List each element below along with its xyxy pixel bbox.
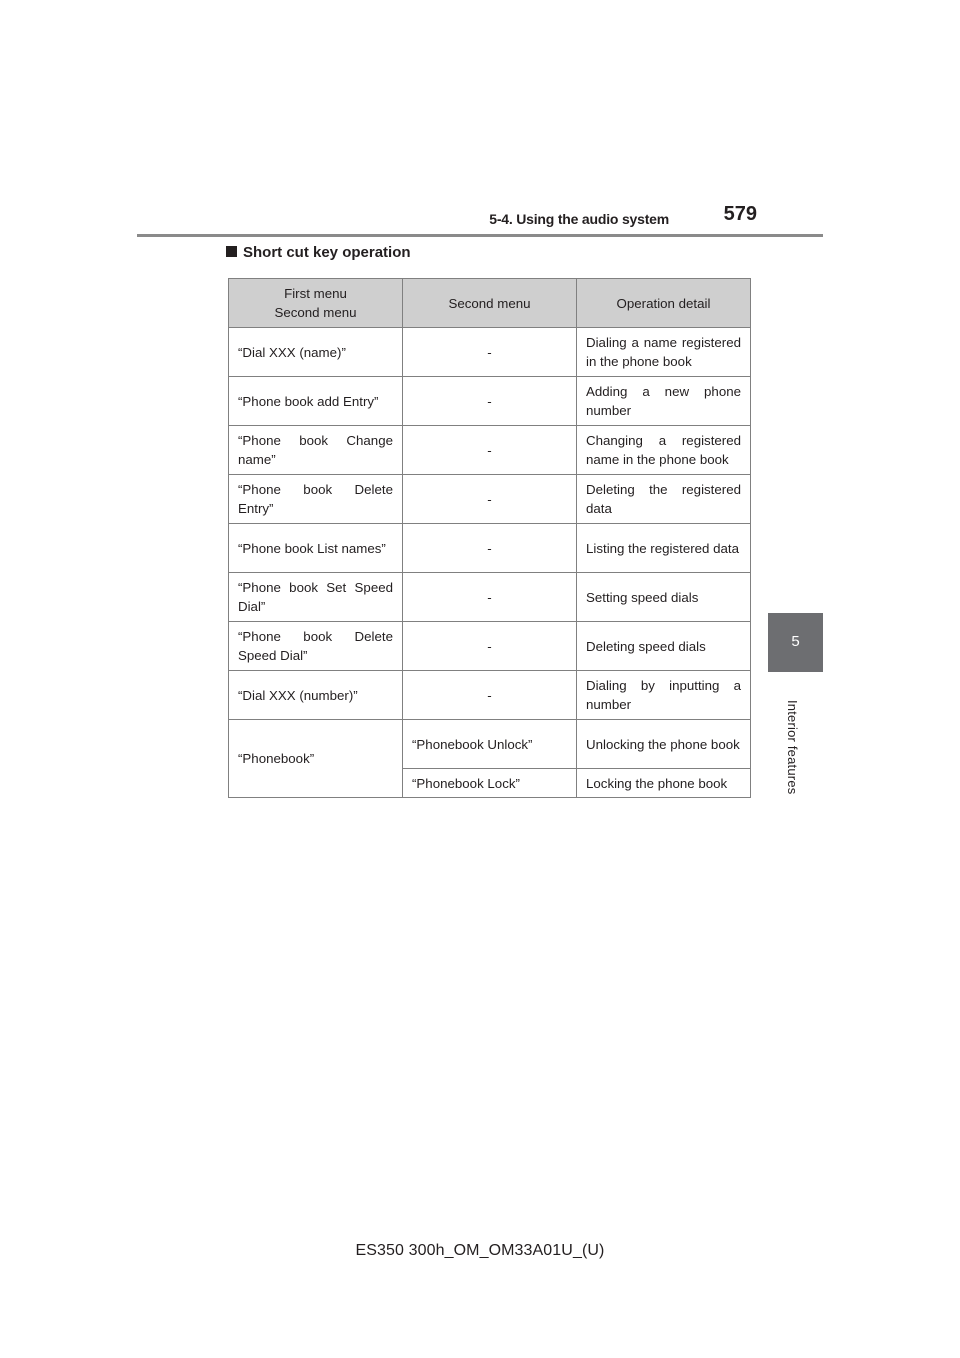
column-header-second-menu: Second menu [403, 279, 577, 328]
document-code: ES350 300h_OM_OM33A01U_(U) [355, 1242, 605, 1259]
first-menu-cell: “Phone book Delete Speed Dial” [229, 622, 403, 671]
page-header [137, 204, 823, 237]
first-menu-cell: “Phone book add Entry” [229, 377, 403, 426]
second-menu-cell: - [403, 328, 577, 377]
table-row [229, 671, 751, 720]
second-menu-cell: - [403, 426, 577, 475]
second-menu-cell: - [403, 573, 577, 622]
chapter-title: Interior features [785, 700, 800, 795]
second-menu-cell: - [403, 524, 577, 573]
operation-detail-cell: Locking the phone book [577, 769, 751, 798]
table-row [229, 328, 751, 377]
first-menu-cell: “Dial XXX (name)” [229, 328, 403, 377]
section-title: Short cut key operation [226, 244, 411, 261]
chapter-number: 5 [791, 633, 800, 650]
second-menu-cell: - [403, 671, 577, 720]
operation-detail-cell: Unlocking the phone book [577, 720, 751, 769]
operation-detail-cell: Listing the registered data [577, 524, 751, 573]
second-menu-cell: - [403, 622, 577, 671]
table-row [229, 524, 751, 573]
shortcut-key-table [228, 278, 751, 798]
operation-detail-cell: Dialing a name registered in the phone book [577, 328, 751, 377]
second-menu-cell: “Phonebook Unlock” [403, 720, 577, 769]
first-menu-cell: “Phone book Delete Entry” [229, 475, 403, 524]
table-row [229, 720, 751, 769]
chapter-tab[interactable] [768, 613, 823, 672]
column-header-first-menu: First menu Second menu [229, 279, 403, 328]
table-row [229, 622, 751, 671]
column-header-operation-detail: Operation detail [577, 279, 751, 328]
operation-detail-cell: Adding a new phone number [577, 377, 751, 426]
operation-detail-cell: Changing a registered name in the phone book [577, 426, 751, 475]
first-menu-cell: “Phone book Change name” [229, 426, 403, 475]
first-menu-cell: “Dial XXX (number)” [229, 671, 403, 720]
operation-detail-cell: Deleting the registered data [577, 475, 751, 524]
operation-detail-cell: Deleting speed dials [577, 622, 751, 671]
first-menu-cell: “Phone book Set Speed Dial” [229, 573, 403, 622]
square-bullet-icon [226, 246, 237, 257]
first-menu-cell: “Phone book List names” [229, 524, 403, 573]
table-row [229, 475, 751, 524]
table-header-row [229, 279, 751, 328]
operation-detail-cell: Setting speed dials [577, 573, 751, 622]
second-menu-cell: - [403, 475, 577, 524]
table-row [229, 377, 751, 426]
section-heading: 5-4. Using the audio system [489, 211, 669, 227]
table-row [229, 426, 751, 475]
table-row [229, 573, 751, 622]
second-menu-cell: - [403, 377, 577, 426]
operation-detail-cell: Dialing by inputting a number [577, 671, 751, 720]
second-menu-cell: “Phonebook Lock” [403, 769, 577, 798]
page-number: 579 [723, 203, 757, 225]
first-menu-cell: “Phonebook” [229, 720, 403, 798]
